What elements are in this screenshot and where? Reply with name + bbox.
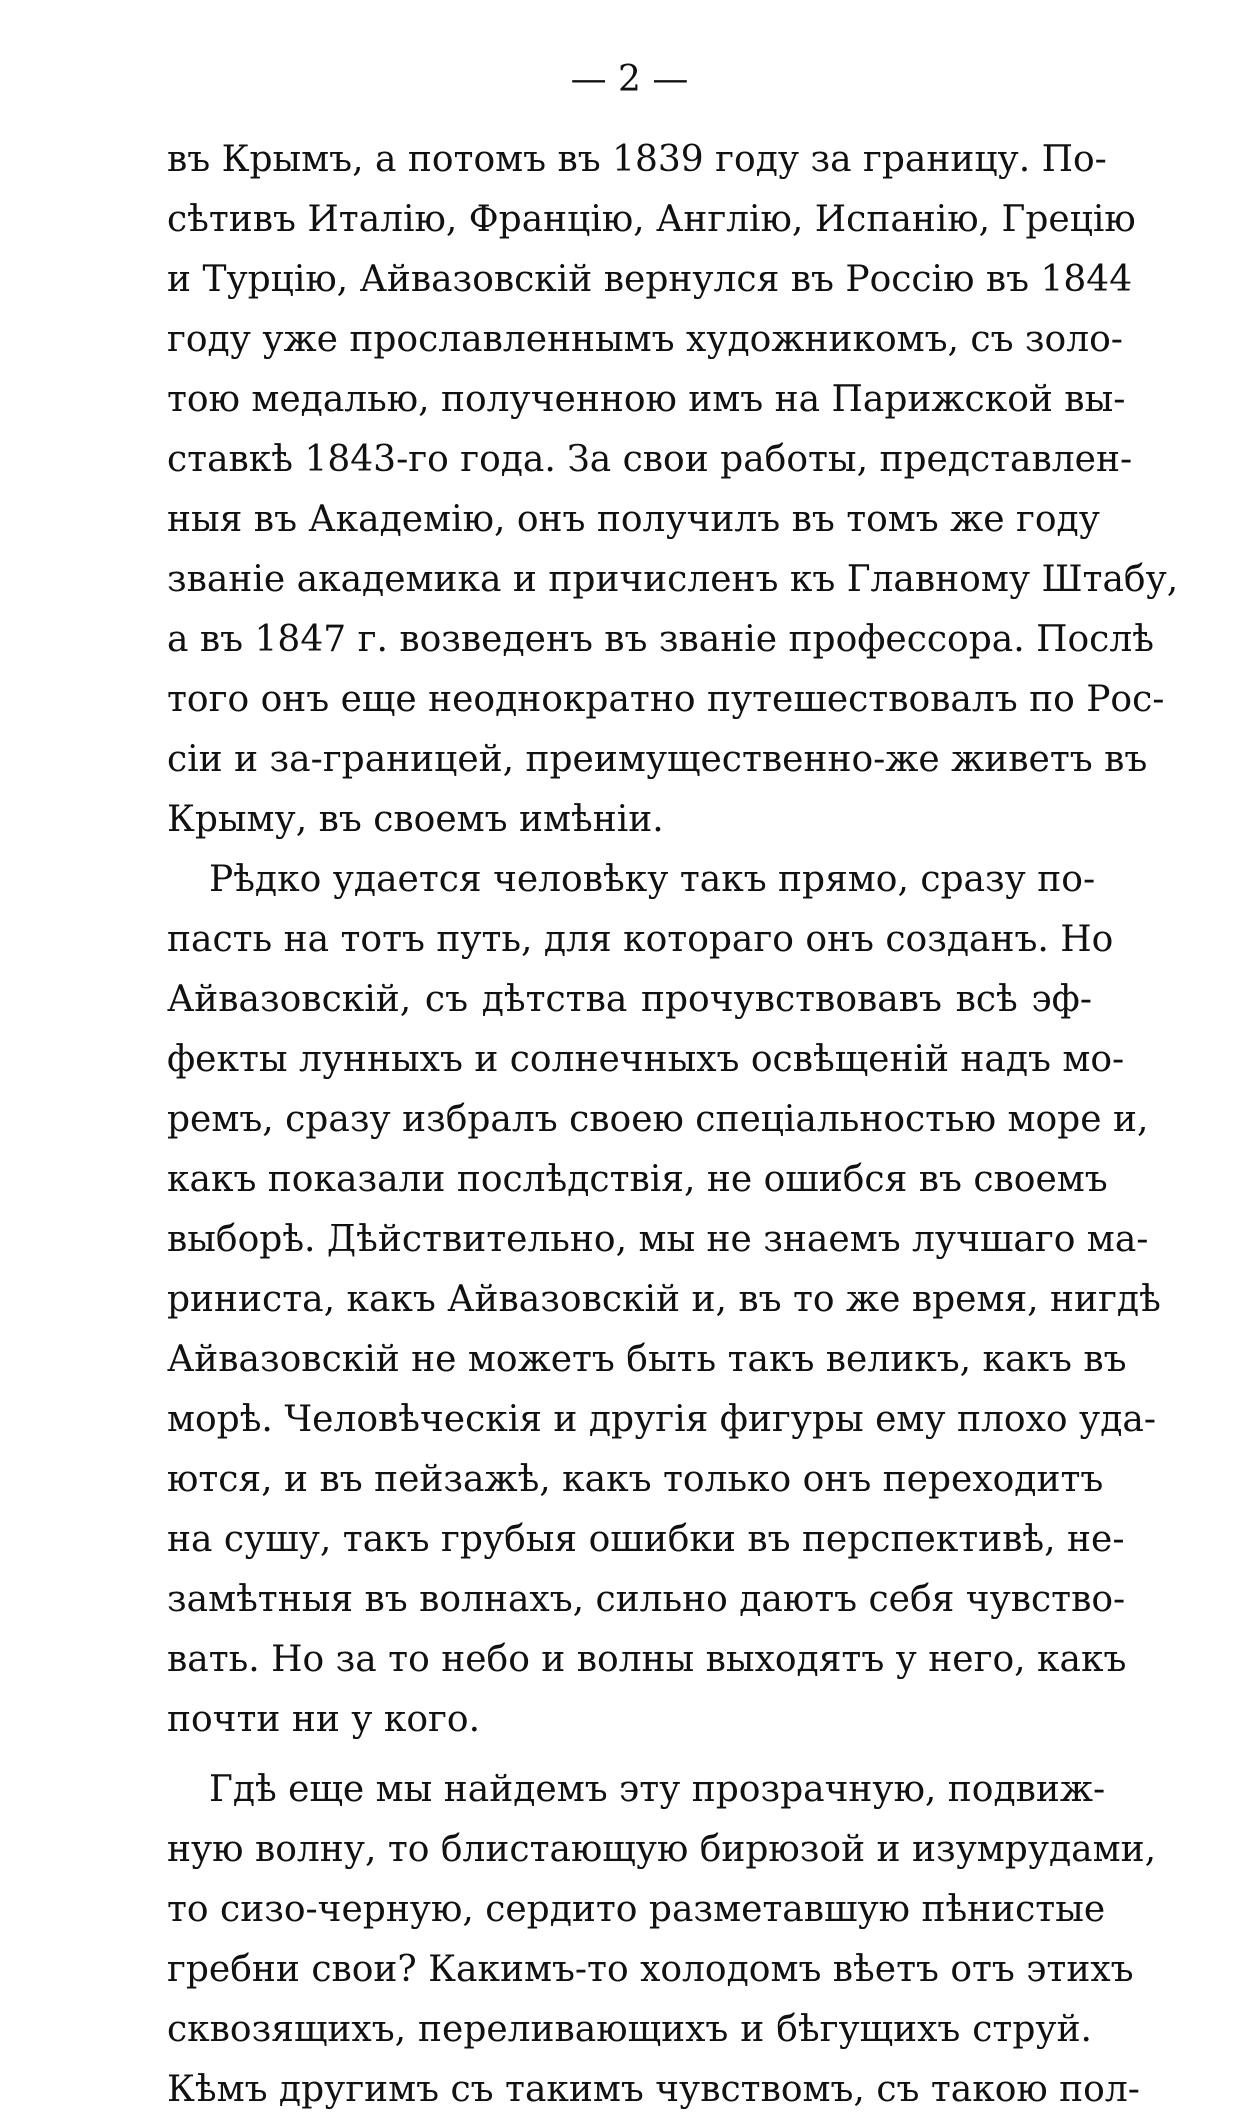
text-line: Гдѣ еще мы найдемъ эту прозрачную, подвиж- xyxy=(209,1769,1106,1810)
text-line: морѣ. Человѣческія и другія фигуры ему плохо уда- xyxy=(167,1399,1156,1440)
text-line: въ Крымъ, а потомъ въ 1839 году за границу. По- xyxy=(167,139,1107,180)
body-text xyxy=(167,130,1179,2120)
text-line: Кѣмъ другимъ съ такимъ чувствомъ, съ такою пол- xyxy=(167,2069,1140,2110)
text-line: а въ 1847 г. возведенъ въ званіе профессора. Послѣ xyxy=(167,619,1154,660)
text-line: сіи и за-границей, преимущественно-же живетъ въ xyxy=(167,739,1148,780)
text-line: почти ни у кого. xyxy=(167,1699,481,1740)
text-line: ныя въ Академію, онъ получилъ въ томъ же году xyxy=(167,499,1100,540)
text-line: ставкѣ 1843-го года. За свои работы, представлен- xyxy=(167,439,1133,480)
text-line: риниста, какъ Айвазовскій и, въ то же время, нигдѣ xyxy=(167,1279,1161,1320)
text-line: фекты лунныхъ и солнечныхъ освѣщеній надъ мо- xyxy=(167,1039,1125,1080)
text-line: пасть на тотъ путь, для котораго онъ созданъ. Но xyxy=(167,919,1114,960)
text-line: году уже прославленнымъ художникомъ, съ золо- xyxy=(167,319,1123,360)
text-line: того онъ еще неоднократно путешествовалъ по Рос- xyxy=(167,679,1165,720)
text-line: Айвазовскій, съ дѣтства прочувствовавъ всѣ эф- xyxy=(167,979,1092,1020)
text-line: вать. Но за то небо и волны выходятъ у него, какъ xyxy=(167,1639,1127,1680)
text-line: ную волну, то блистающую бирюзой и изумрудами, xyxy=(167,1829,1157,1870)
text-line: гребни свои? Какимъ-то холодомъ вѣетъ отъ этихъ xyxy=(167,1949,1134,1990)
text-line: Крыму, въ своемъ имѣніи. xyxy=(167,799,664,840)
text-line: сквозящихъ, переливающихъ и бѣгущихъ струй. xyxy=(167,2009,1092,2050)
text-line: какъ показали послѣдствія, не ошибся въ своемъ xyxy=(167,1159,1108,1200)
text-line: замѣтныя въ волнахъ, сильно даютъ себя чувство- xyxy=(167,1579,1126,1620)
text-line: ремъ, сразу избралъ своею спеціальностью море и, xyxy=(167,1099,1149,1140)
text-line: званіе академика и причисленъ къ Главному Штабу, xyxy=(167,559,1179,600)
text-line: то сизо-черную, сердито разметавшую пѣнистые xyxy=(167,1889,1106,1930)
text-line: тою медалью, полученною имъ на Парижской вы- xyxy=(167,379,1126,420)
text-line: Айвазовскій не можетъ быть такъ великъ, какъ въ xyxy=(167,1339,1127,1380)
text-line: ются, и въ пейзажѣ, какъ только онъ переходитъ xyxy=(167,1459,1104,1500)
text-line: сѣтивъ Италію, Францію, Англію, Испанію, Грецію xyxy=(167,199,1136,240)
text-line: выборѣ. Дѣйствительно, мы не знаемъ лучшаго ма- xyxy=(167,1219,1149,1260)
text-line: Рѣдко удается человѣку такъ прямо, сразу по- xyxy=(209,859,1096,900)
page-number: — 2 — xyxy=(570,59,689,100)
text-line: и Турцію, Айвазовскій вернулся въ Россію въ 1844 xyxy=(167,259,1133,300)
text-line: на сушу, такъ грубыя ошибки въ перспективѣ, не- xyxy=(167,1519,1125,1560)
